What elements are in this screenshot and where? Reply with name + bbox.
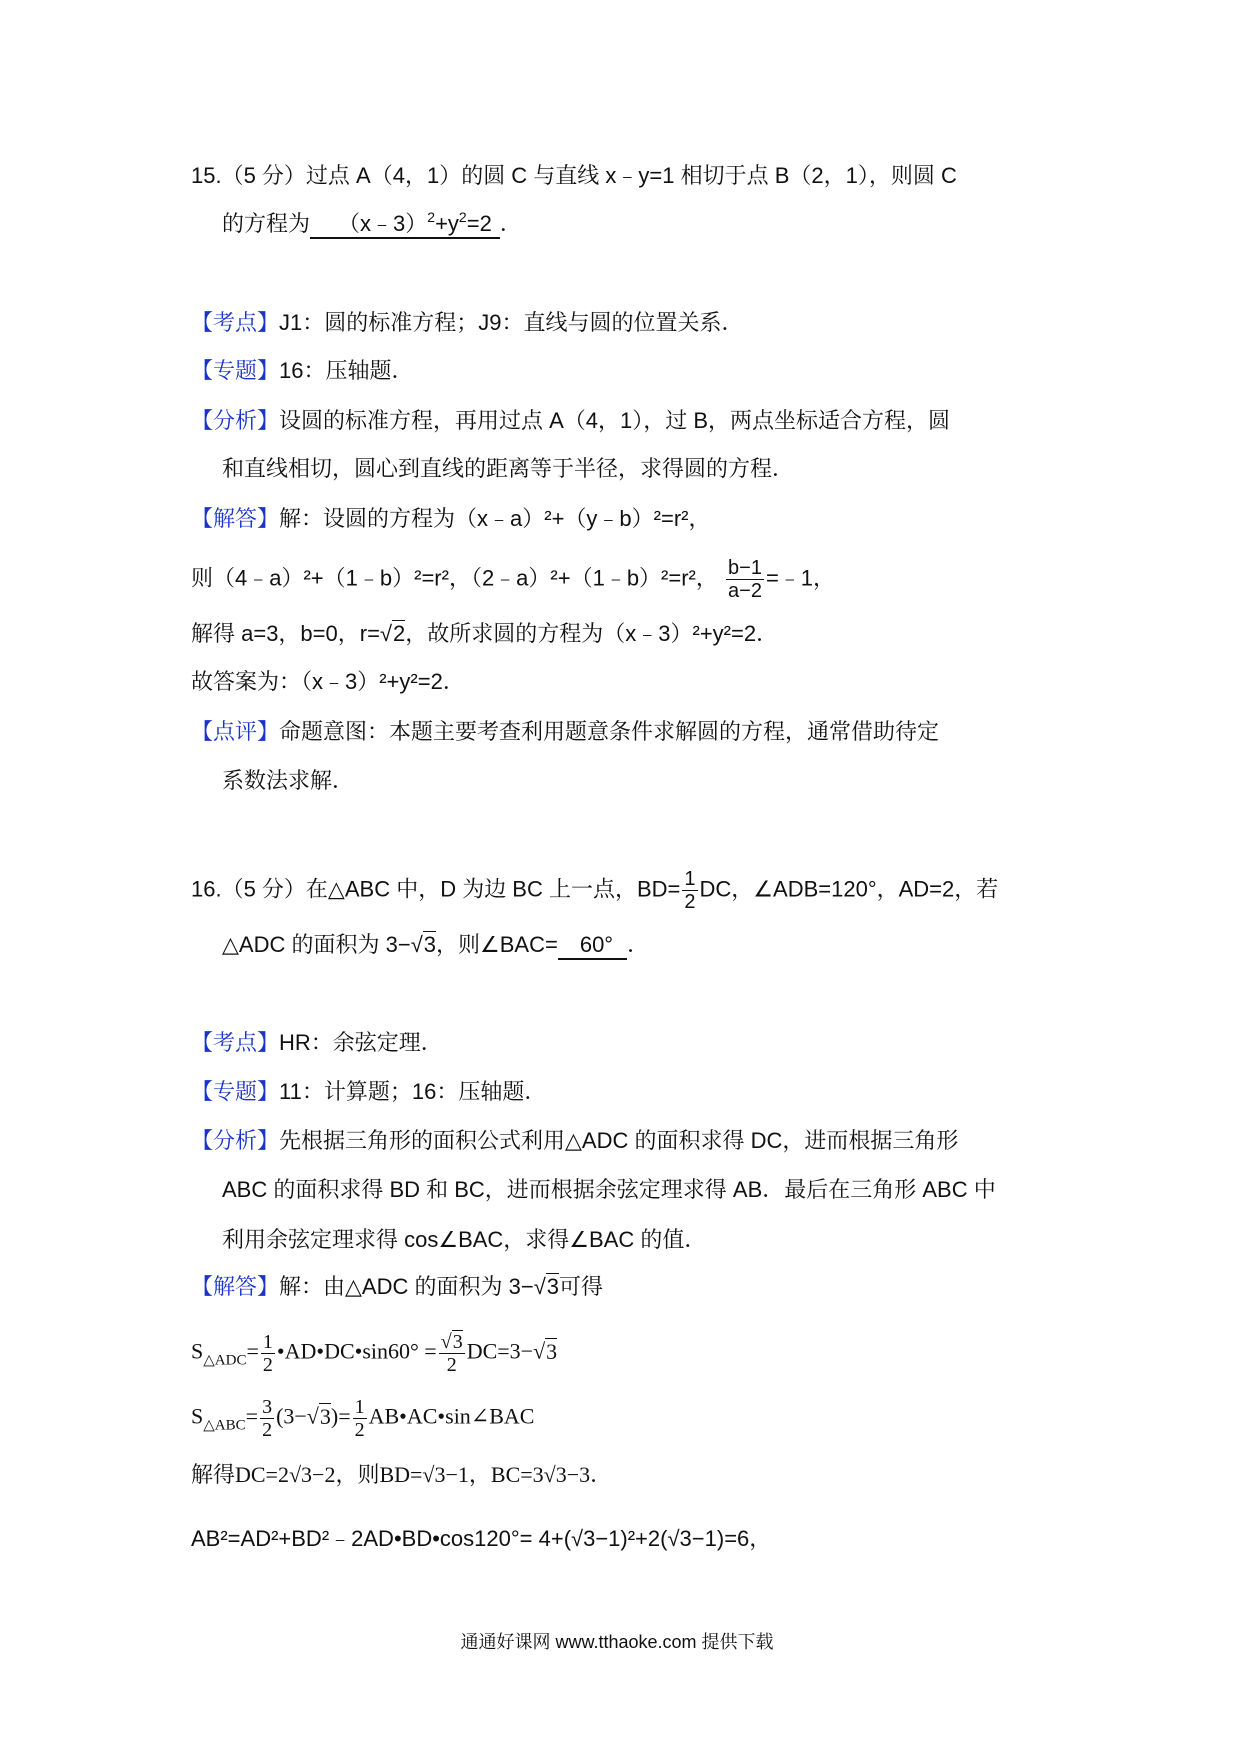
numerator: 1 (354, 1396, 365, 1418)
text: 可得 (559, 1274, 604, 1299)
text: S (191, 1403, 204, 1429)
text: = (245, 1403, 259, 1429)
q16-fenxi-3: 利用余弦定理求得 cos∠BAC，求得∠BAC 的值． (222, 1227, 707, 1252)
text: （x﹣3） (338, 211, 428, 236)
text: 命题意图：本题主要考查利用题意条件求解圆的方程，通常借助待定 (279, 719, 940, 744)
denominator: 2 (262, 1354, 273, 1376)
q15-dianping (191, 717, 939, 747)
text: 11：计算题；16：压轴题． (279, 1079, 547, 1104)
denominator: 2 (262, 1419, 273, 1441)
text: 解得 a=3，b=0，r= (191, 621, 380, 646)
tag: 【分析】 (191, 408, 280, 433)
text: △ADC 的面积为 3− (222, 932, 411, 957)
numerator: √3 (440, 1331, 463, 1353)
text: +y (435, 211, 459, 236)
denominator: 2 (446, 1354, 457, 1376)
text: = (246, 1338, 259, 1364)
sqrt: 2 (393, 621, 406, 646)
q15-fenxi (191, 406, 950, 436)
q15-answer: $(x﹣3)^2+y^2=2$ (310, 211, 500, 239)
text: )= (330, 1403, 351, 1429)
text: 设圆的标准方程，再用过点 A（4，1），过 B，两点坐标适合方程，圆 (279, 408, 951, 433)
q16-stem (191, 868, 998, 913)
text: AB•AC•sin∠BAC (368, 1403, 535, 1429)
fraction (682, 868, 697, 913)
fraction (261, 1331, 275, 1376)
q16-stem-2: △ADC 的面积为 3−√3，则∠BAC= 60° ． (222, 930, 649, 960)
q15-jieda-2 (191, 557, 835, 602)
numerator: b−1 (728, 557, 762, 579)
text: =﹣1， (765, 565, 836, 591)
q16-fenxi (191, 1126, 958, 1156)
text: =2 (466, 211, 492, 236)
tag: 【解答】 (191, 506, 280, 531)
q15-fenxi-2: 和直线相切，圆心到直线的距离等于半径，求得圆的方程． (222, 456, 795, 481)
fraction (726, 557, 764, 602)
text: DC，∠ADB=120°，AD=2，若 (699, 876, 999, 902)
text: 则（4﹣a）²+（1﹣b）²=r²，（2﹣a）²+（1﹣b）²=r²， (191, 565, 718, 591)
sqrt: 3 (546, 1338, 558, 1364)
q16-fenxi-2: ABC 的面积求得 BD 和 BC，进而根据余弦定理求得 AB．最后在三角形 ABC 中 (222, 1177, 996, 1202)
tag: 【分析】 (191, 1128, 280, 1153)
text: ． (499, 211, 522, 236)
sqrt: 3 (546, 1274, 560, 1299)
footer: 通通好课网 www.tthaoke.com 提供下载 (460, 1632, 774, 1652)
q15-jieda-3: 解得 a=3，b=0，r=√2，故所求圆的方程为（x﹣3）²+y²=2． (191, 621, 779, 646)
equation-solve: 解得DC=2√3−2，则BD=√3−1，BC=3√3−3． (191, 1462, 613, 1487)
q15-stem: 15.（5 分）过点 A（4，1）的圆 C 与直线 x﹣y=1 相切于点 B（2，1），则圆 C (191, 163, 957, 188)
tag: 【考点】 (191, 1030, 280, 1055)
text: ，则∠BAC= (436, 932, 558, 957)
sqrt: 3 (423, 932, 437, 957)
fraction (260, 1396, 274, 1441)
fraction (353, 1396, 367, 1441)
text: ． (627, 932, 650, 957)
text: 16.（5 分）在△ABC 中，D 为边 BC 上一点，BD= (191, 876, 681, 902)
text: (3− (276, 1403, 307, 1429)
tag: 【专题】 (191, 1079, 280, 1104)
fraction (439, 1331, 465, 1376)
equation-area-abc: $S_{\triangle ABC}=$ $\frac{3}{2}$ (3−√3)= $\frac{1}{2}$ AB•AC•sin∠BAC (191, 1396, 535, 1441)
q15-dianping-2: 系数法求解． (222, 768, 355, 793)
text: DC=3− (466, 1338, 534, 1364)
q15-jieda (191, 504, 711, 534)
equation-area-adc: $S_{\triangle ADC}=$ $\frac{1}{2}$ •AD•DC•sin60° = $\frac{√3}{2}$ DC=3−√3 (191, 1331, 558, 1376)
q16-zhuanti (191, 1077, 546, 1107)
q15-kaodian (191, 308, 744, 338)
text: HR：余弦定理． (279, 1030, 443, 1055)
sqrt: 3 (452, 1331, 463, 1353)
q15-jieda-4: 故答案为：（x﹣3）²+y²=2． (191, 669, 465, 694)
tag: 【专题】 (191, 358, 280, 383)
text: 的方程为 (222, 211, 311, 236)
numerator: 1 (684, 868, 696, 890)
text: 先根据三角形的面积公式利用△ADC 的面积求得 DC，进而根据三角形 (279, 1128, 959, 1153)
text: S (191, 1338, 204, 1364)
tag: 【考点】 (191, 310, 280, 335)
sqrt: 3 (319, 1403, 331, 1429)
subscript: △ADC (203, 1352, 247, 1369)
text: 解：由△ADC 的面积为 3− (279, 1274, 534, 1299)
q16-kaodian (191, 1028, 443, 1058)
q15-zhuanti (191, 356, 414, 386)
numerator: 3 (262, 1396, 273, 1418)
text: 解：设圆的方程为（x﹣a）²+（y﹣b）²=r²， (279, 506, 711, 531)
tag: 【点评】 (191, 719, 280, 744)
text: J1：圆的标准方程；J9：直线与圆的位置关系． (279, 310, 744, 335)
text: ，故所求圆的方程为（x﹣3）²+y²=2． (405, 621, 779, 646)
subscript: △ABC (203, 1417, 246, 1434)
denominator: a−2 (728, 580, 762, 602)
q16-answer: 60° (558, 932, 627, 960)
equation-cosine: AB²=AD²+BD²﹣2AD•BD•cos120°= 4+(√3−1)²+2(√3−1)=6， (191, 1526, 772, 1551)
q15-stem-2 (222, 209, 522, 239)
q16-jieda: 【解答】解：由△ADC 的面积为 3−√3可得 (191, 1274, 604, 1299)
denominator: 2 (354, 1419, 365, 1441)
tag: 【解答】 (191, 1274, 280, 1299)
denominator: 2 (684, 891, 696, 913)
numerator: 1 (262, 1331, 273, 1353)
text: 16：压轴题． (279, 358, 414, 383)
text: •AD•DC•sin60° = (276, 1338, 437, 1364)
